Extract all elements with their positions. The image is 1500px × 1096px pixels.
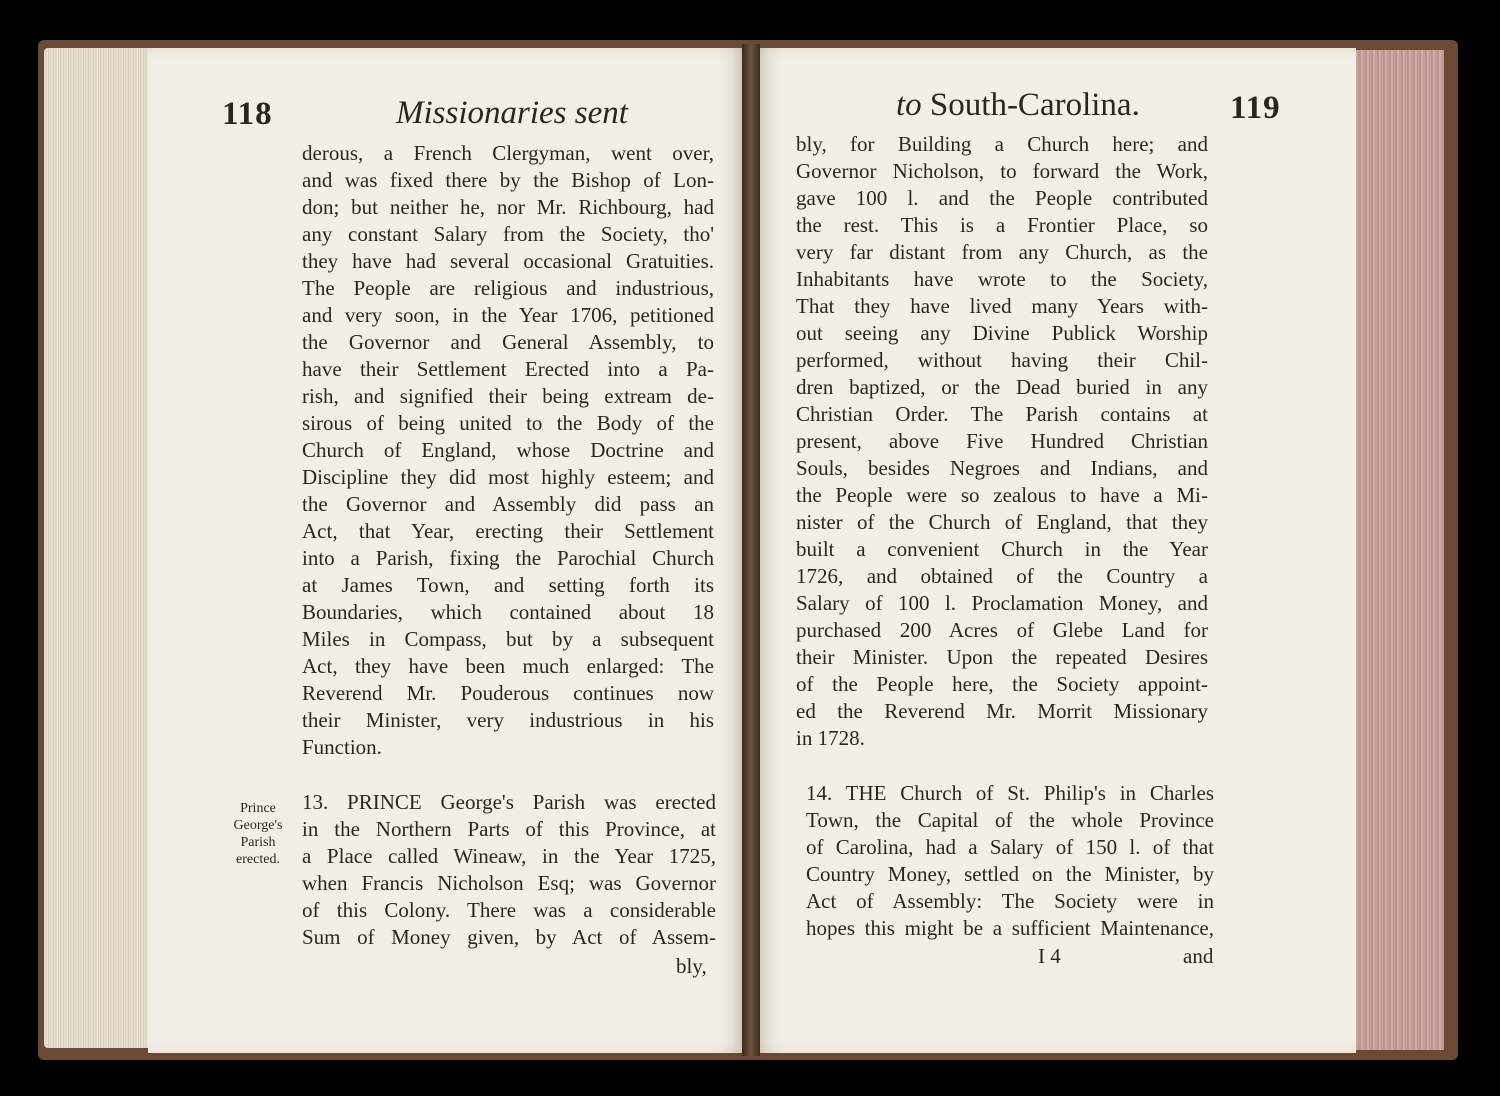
text-line: Reverend Mr. Pouderous continues now [302,681,714,705]
text-line: hopes this might be a sufficient Maintenance, [806,916,1214,940]
text-line: Boundaries, which contained about 18 [302,600,714,624]
text-line: of the People here, the Society appoint- [796,672,1208,696]
text-line: don; but neither he, nor Mr. Richbourg, had [302,195,714,219]
right-page-number: 119 [1230,90,1281,126]
text-line: Souls, besides Negroes and Indians, and [796,456,1208,480]
text-line: That they have lived many Years with- [796,294,1208,318]
text-line: out seeing any Divine Publick Worship [796,321,1208,345]
text-line: the People were so zealous to have a Mi- [796,483,1208,507]
left-catchword: bly, [676,954,707,978]
text-line: Function. [302,735,382,759]
text-line: and was fixed there by the Bishop of Lon- [302,168,714,192]
text-line: 14. THE Church of St. Philip's in Charles [806,781,1214,805]
text-line: ed the Reverend Mr. Morrit Missionary [796,699,1208,723]
text-line: the Governor and General Assembly, to [302,330,714,354]
text-line: at James Town, and setting forth its [302,573,714,597]
text-line: a Place called Wineaw, in the Year 1725, [302,844,716,868]
text-line: present, above Five Hundred Christian [796,429,1208,453]
text-line: performed, without having their Chil- [796,348,1208,372]
text-line: Country Money, settled on the Minister, by [806,862,1214,886]
text-line: Discipline they did most highly esteem; and [302,465,714,489]
text-line: into a Parish, fixing the Parochial Church [302,546,714,570]
text-line: of this Colony. There was a considerable [302,898,716,922]
right-catchword: and [1183,944,1214,968]
running-head-prefix: to [896,87,922,123]
text-line: sirous of being united to the Body of the [302,411,714,435]
right-paragraph-14 [806,780,1214,942]
signature-mark: I 4 [1038,944,1061,968]
text-line: Act of Assembly: The Society were in [806,889,1214,913]
running-head-title: South-Carolina. [929,87,1140,123]
text-line: they have had several occasional Gratuities. [302,249,714,273]
text-line: Christian Order. The Parish contains at [796,402,1208,426]
text-line: very far distant from any Church, as the [796,240,1208,264]
text-line: 1726, and obtained of the Country a [796,564,1208,588]
text-line: 13. PRINCE George's Parish was erected [302,790,716,814]
left-body-text [302,140,714,761]
text-line: Miles in Compass, but by a subsequent [302,627,714,651]
text-line: Governor Nicholson, to forward the Work, [796,159,1208,183]
text-line: gave 100 l. and the People contributed [796,186,1208,210]
text-line: the rest. This is a Frontier Place, so [796,213,1208,237]
text-line: purchased 200 Acres of Glebe Land for [796,618,1208,642]
left-running-head: Missionaries sent [396,95,628,131]
text-line: Act, that Year, erecting their Settlement [302,519,714,543]
left-page-edges [44,48,164,1048]
right-body-text [796,131,1208,752]
text-line: Sum of Money given, by Act of Assem- [302,925,716,949]
text-line: nister of the Church of England, that they [796,510,1208,534]
text-line: The People are religious and industrious, [302,276,714,300]
margin-note: Prince George's Parish erected. [233,801,283,867]
text-line: in the Northern Parts of this Province, at [302,817,716,841]
text-line: Town, the Capital of the whole Province [806,808,1214,832]
left-paragraph-13 [302,789,716,951]
text-line: derous, a French Clergyman, went over, [302,141,714,165]
text-line: Act, they have been much enlarged: The [302,654,714,678]
text-line: built a convenient Church in the Year [796,537,1208,561]
text-line: Church of England, whose Doctrine and [302,438,714,462]
text-line: any constant Salary from the Society, tho' [302,222,714,246]
text-line: their Minister. Upon the repeated Desires [796,645,1208,669]
right-running-head [896,87,1140,124]
text-line: bly, for Building a Church here; and [796,132,1208,156]
text-line: dren baptized, or the Dead buried in any [796,375,1208,399]
text-line: of Carolina, had a Salary of 150 l. of that [806,835,1214,859]
text-line: in 1728. [796,726,865,750]
text-line: Salary of 100 l. Proclamation Money, and [796,591,1208,615]
left-page-number: 118 [222,96,273,132]
text-line: when Francis Nicholson Esq; was Governor [302,871,716,895]
text-line: and very soon, in the Year 1706, petitioned [302,303,714,327]
right-page-edges [1352,50,1444,1050]
text-line: the Governor and Assembly did pass an [302,492,714,516]
text-line: Inhabitants have wrote to the Society, [796,267,1208,291]
book-gutter [742,44,760,1056]
text-line: their Minister, very industrious in his [302,708,714,732]
text-line: rish, and signified their being extream de- [302,384,714,408]
text-line: have their Settlement Erected into a Pa- [302,357,714,381]
